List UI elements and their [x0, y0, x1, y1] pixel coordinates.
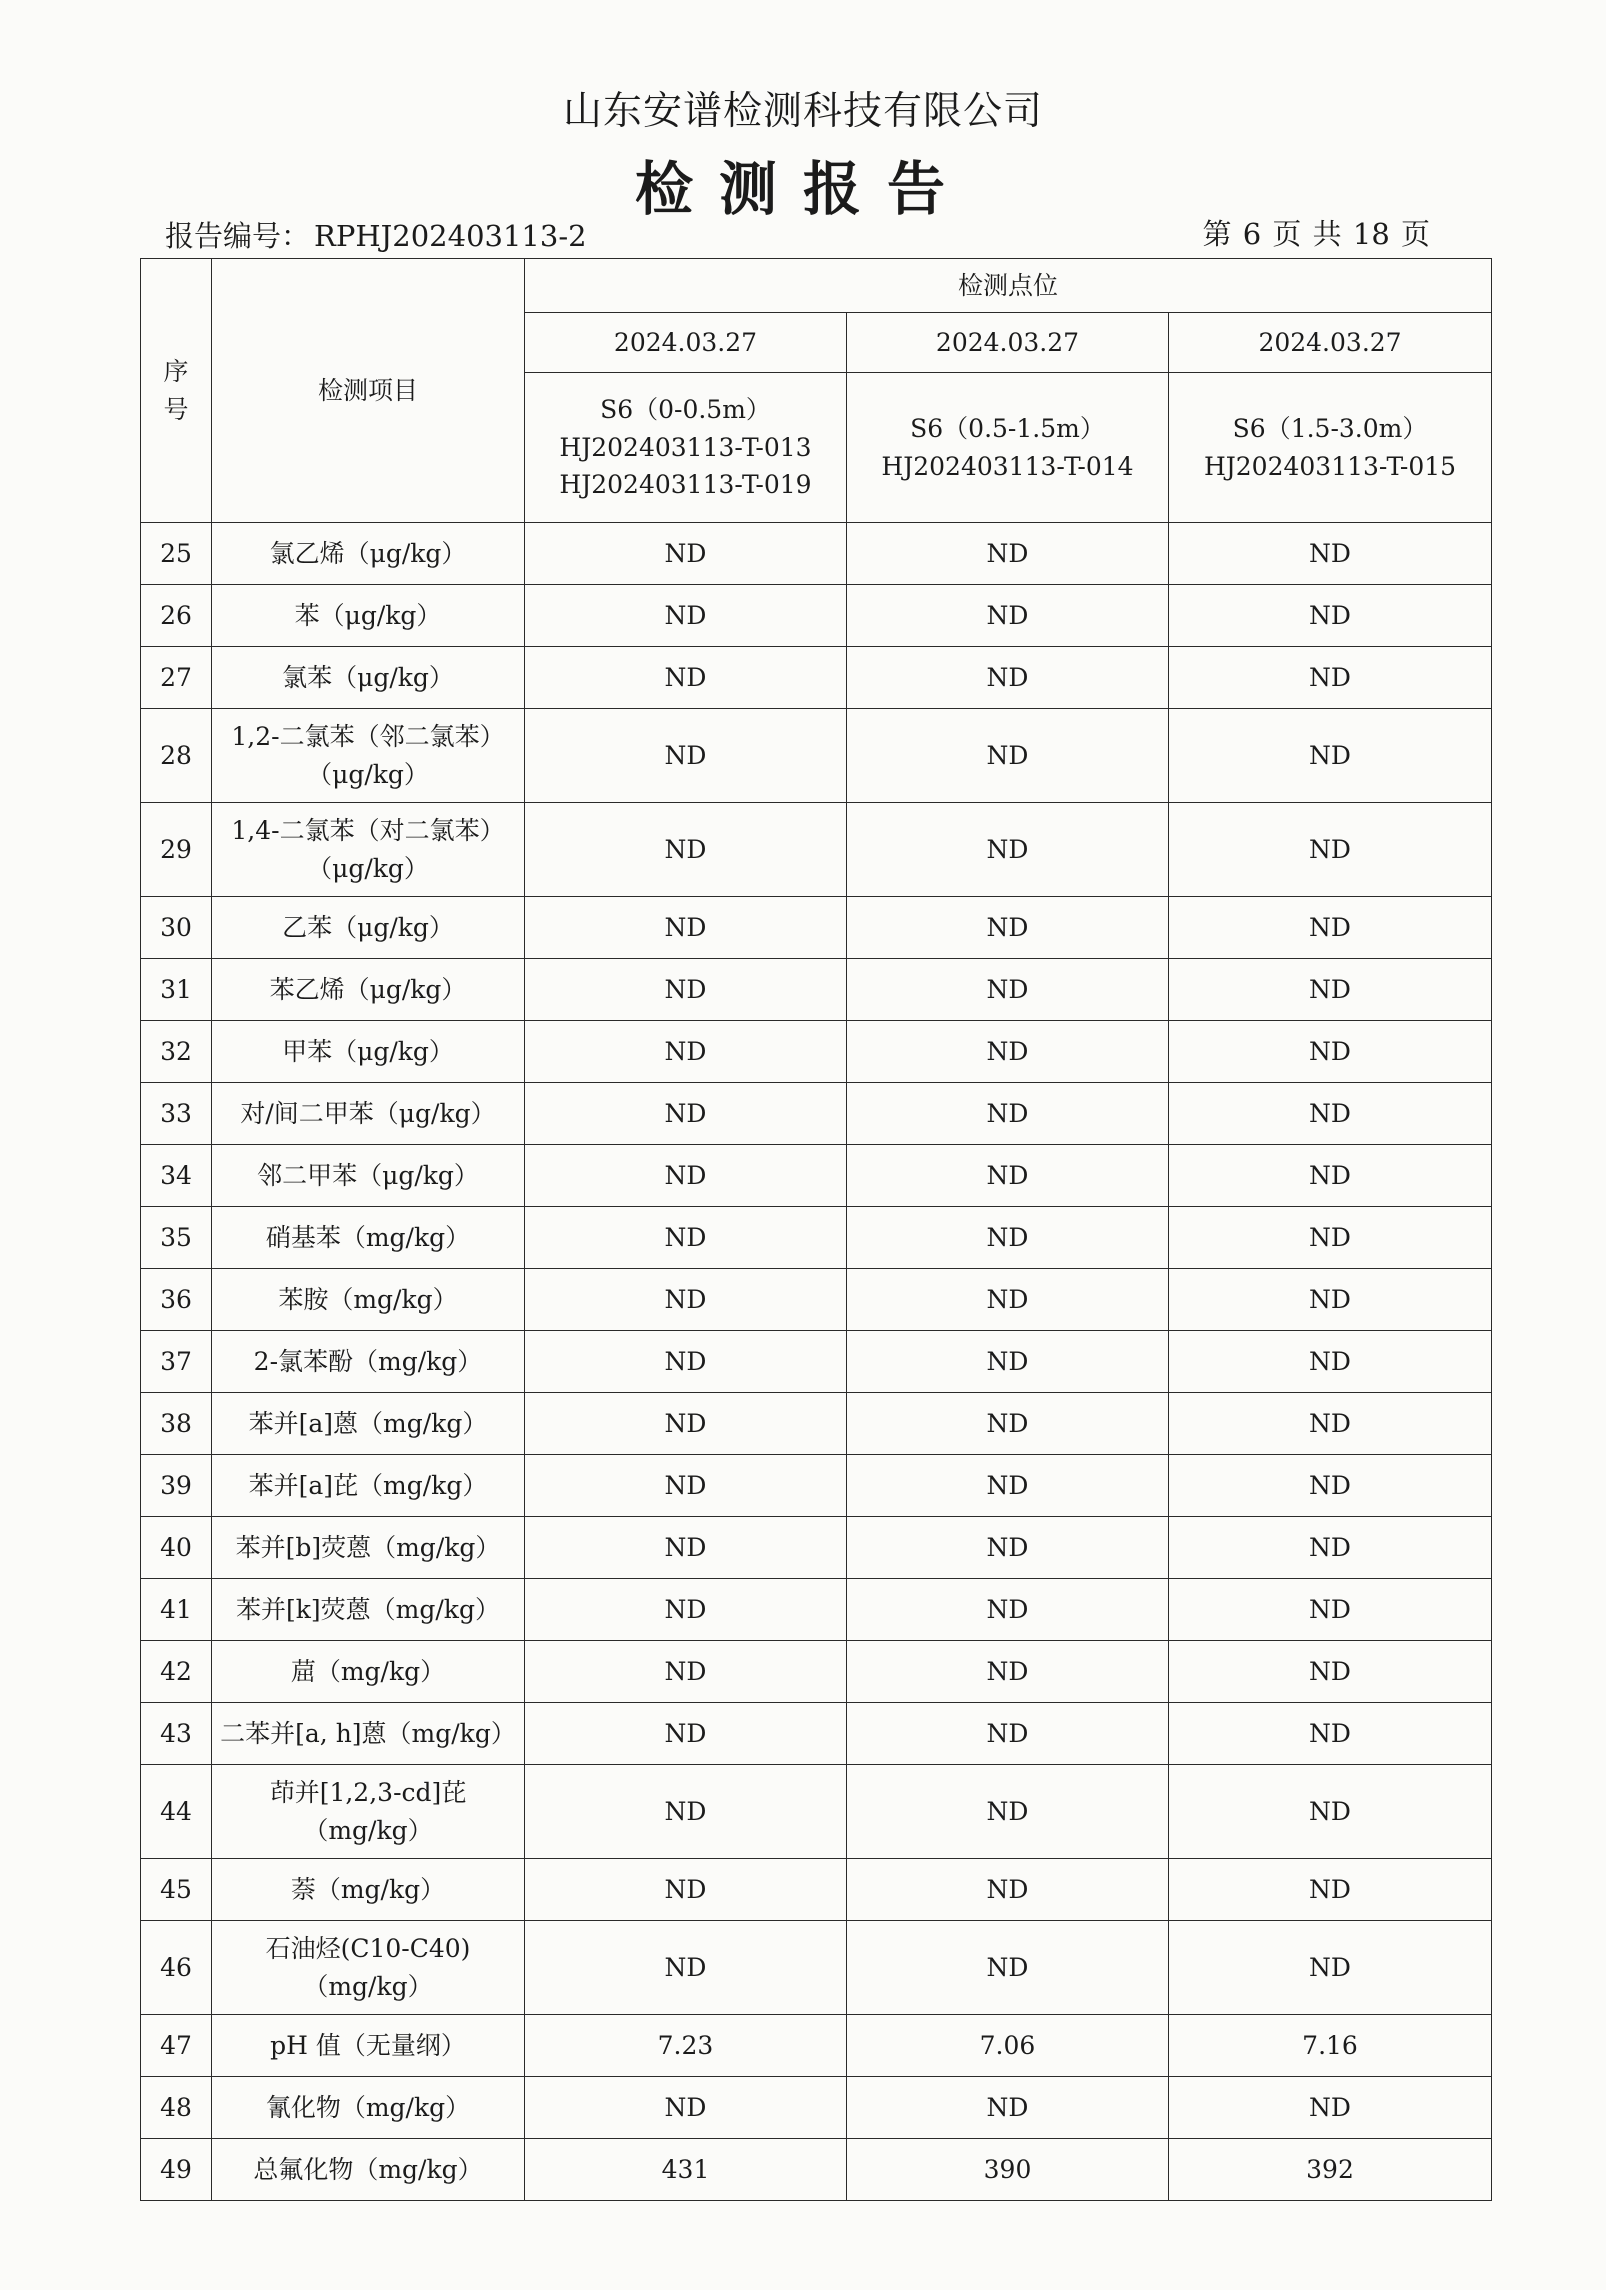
result-value: ND	[847, 523, 1169, 585]
row-number: 30	[141, 897, 212, 959]
test-item	[212, 1517, 525, 1579]
result-value: ND	[847, 1455, 1169, 1517]
report-title: 检测报告	[634, 155, 971, 223]
table-row	[141, 1859, 1492, 1921]
result-value: ND	[525, 647, 847, 709]
result-value: ND	[525, 1455, 847, 1517]
test-item-line: pH 值（无量纲）	[270, 2030, 466, 2060]
table-row	[141, 1921, 1492, 2015]
result-value: ND	[525, 959, 847, 1021]
result-value: ND	[1169, 2077, 1492, 2139]
result-value: ND	[1169, 1517, 1492, 1579]
result-value: ND	[847, 1393, 1169, 1455]
result-value: 7.23	[525, 2015, 847, 2077]
test-item	[212, 2015, 525, 2077]
result-value: ND	[525, 1393, 847, 1455]
test-item-line: 1,4-二氯苯（对二氯苯）	[231, 816, 505, 845]
result-value: ND	[847, 1703, 1169, 1765]
result-value: ND	[1169, 1393, 1492, 1455]
test-item-line: 对/间二甲苯（μg/kg）	[240, 1098, 496, 1128]
test-item-line: 苯（μg/kg）	[294, 600, 442, 630]
row-number: 25	[141, 523, 212, 585]
row-number: 46	[141, 1921, 212, 2015]
table-row	[141, 709, 1492, 803]
sample-code: HJ202403113-T-019	[559, 470, 812, 500]
result-value: ND	[1169, 1269, 1492, 1331]
test-item	[212, 1145, 525, 1207]
test-item-line: 乙苯（μg/kg）	[282, 912, 454, 942]
test-item	[212, 803, 525, 897]
row-number: 28	[141, 709, 212, 803]
test-item	[212, 959, 525, 1021]
table-row	[141, 1083, 1492, 1145]
sample-location: S6（0-0.5m）	[600, 395, 771, 425]
result-value: ND	[847, 1765, 1169, 1859]
test-item	[212, 1083, 525, 1145]
result-value: ND	[847, 803, 1169, 897]
sample-location: S6（0.5-1.5m）	[910, 414, 1105, 443]
test-item	[212, 709, 525, 803]
result-value: 7.06	[847, 2015, 1169, 2077]
test-item	[212, 1455, 525, 1517]
result-value: ND	[847, 1641, 1169, 1703]
result-value: ND	[525, 709, 847, 803]
test-item-line: 总氟化物（mg/kg）	[253, 2154, 483, 2184]
table-row	[141, 1269, 1492, 1331]
test-item-line: 甲苯（μg/kg）	[282, 1036, 454, 1066]
result-value: ND	[1169, 1921, 1492, 2015]
test-item	[212, 1921, 525, 2015]
result-value: ND	[847, 709, 1169, 803]
test-item-line: 石油烃(C10-C40)	[265, 1934, 471, 1963]
test-item	[212, 1393, 525, 1455]
result-value: ND	[847, 1517, 1169, 1579]
test-item-line: 氰化物（mg/kg）	[265, 2092, 471, 2122]
table-row	[141, 1765, 1492, 1859]
result-value: ND	[1169, 523, 1492, 585]
test-item-line: 苯并[k]荧蒽（mg/kg）	[236, 1594, 500, 1624]
test-item	[212, 523, 525, 585]
table-row	[141, 523, 1492, 585]
result-value: ND	[847, 647, 1169, 709]
result-value: ND	[525, 523, 847, 585]
row-number: 49	[141, 2139, 212, 2201]
table-row	[141, 2015, 1492, 2077]
test-item-line: 2-氯苯酚（mg/kg）	[253, 1346, 483, 1376]
result-value: 7.16	[1169, 2015, 1492, 2077]
result-value: ND	[525, 1083, 847, 1145]
row-number: 27	[141, 647, 212, 709]
sample-code: HJ202403113-T-013	[559, 432, 812, 462]
header-row-points	[141, 259, 1492, 313]
test-item-line: 苯并[b]荧蒽（mg/kg）	[235, 1532, 501, 1562]
result-value: ND	[1169, 709, 1492, 803]
test-item	[212, 1765, 525, 1859]
sample-info	[1169, 373, 1492, 523]
test-item-line: 苯乙烯（μg/kg）	[269, 974, 467, 1004]
result-value: 390	[847, 2139, 1169, 2201]
table-row	[141, 1331, 1492, 1393]
row-number: 32	[141, 1021, 212, 1083]
result-value: ND	[1169, 959, 1492, 1021]
result-value: ND	[1169, 1703, 1492, 1765]
result-value: ND	[525, 1859, 847, 1921]
result-value: ND	[525, 1269, 847, 1331]
row-number: 31	[141, 959, 212, 1021]
row-number: 41	[141, 1579, 212, 1641]
test-item-line: 苯并[a]蒽（mg/kg）	[248, 1408, 488, 1438]
result-value: ND	[525, 1331, 847, 1393]
test-item-line: 硝基苯（mg/kg）	[265, 1222, 471, 1252]
test-item-line: 苯胺（mg/kg）	[278, 1284, 458, 1314]
header-seq-label: 序 号	[163, 357, 189, 424]
table-row	[141, 1703, 1492, 1765]
test-item-line: 氯苯（μg/kg）	[282, 662, 454, 692]
header-item: 检测项目	[212, 259, 525, 523]
table-row	[141, 585, 1492, 647]
row-number: 33	[141, 1083, 212, 1145]
table-row	[141, 647, 1492, 709]
sample-date: 2024.03.27	[1169, 313, 1492, 373]
test-item	[212, 1579, 525, 1641]
result-value: ND	[525, 897, 847, 959]
result-value: ND	[525, 1641, 847, 1703]
test-item	[212, 1021, 525, 1083]
result-value: ND	[1169, 1207, 1492, 1269]
result-value: ND	[847, 1331, 1169, 1393]
test-item-line: （μg/kg）	[307, 759, 429, 789]
table-row	[141, 959, 1492, 1021]
result-value: ND	[1169, 897, 1492, 959]
sample-location: S6（1.5-3.0m）	[1232, 414, 1428, 443]
result-value: ND	[847, 1207, 1169, 1269]
table-row	[141, 1021, 1492, 1083]
row-number: 47	[141, 2015, 212, 2077]
result-value: ND	[525, 1021, 847, 1083]
sample-date: 2024.03.27	[847, 313, 1169, 373]
test-item-line: （mg/kg）	[303, 1971, 433, 2001]
results-table	[140, 258, 1492, 2201]
table-row	[141, 897, 1492, 959]
result-value: ND	[1169, 1579, 1492, 1641]
test-item-line: 䓛（mg/kg）	[290, 1656, 446, 1686]
test-item	[212, 1641, 525, 1703]
test-item	[212, 647, 525, 709]
page-info: 第 6 页 共 18 页	[1202, 217, 1430, 251]
result-value: ND	[1169, 1641, 1492, 1703]
test-item	[212, 1269, 525, 1331]
test-item-line: 氯乙烯（μg/kg）	[269, 538, 467, 568]
result-value: ND	[1169, 585, 1492, 647]
test-item	[212, 1331, 525, 1393]
result-value: ND	[847, 1021, 1169, 1083]
result-value: ND	[525, 2077, 847, 2139]
result-value: ND	[525, 585, 847, 647]
report-number-label: 报告编号：	[165, 219, 311, 253]
sample-date: 2024.03.27	[525, 313, 847, 373]
result-value: ND	[1169, 1765, 1492, 1859]
test-item-line: 二苯并[a, h]蒽（mg/kg）	[220, 1718, 516, 1748]
result-value: ND	[847, 1269, 1169, 1331]
row-number: 26	[141, 585, 212, 647]
test-item	[212, 897, 525, 959]
row-number: 42	[141, 1641, 212, 1703]
header-points: 检测点位	[525, 259, 1492, 313]
result-value: ND	[525, 1517, 847, 1579]
row-number: 35	[141, 1207, 212, 1269]
report-number-value: RPHJ202403113-2	[314, 219, 587, 253]
result-value: ND	[1169, 1021, 1492, 1083]
report-number	[165, 214, 591, 255]
sample-info	[525, 373, 847, 523]
table-row	[141, 1393, 1492, 1455]
test-item-line: （μg/kg）	[307, 853, 429, 883]
table-row	[141, 1517, 1492, 1579]
result-value: ND	[847, 1083, 1169, 1145]
test-item	[212, 585, 525, 647]
result-value: ND	[1169, 803, 1492, 897]
result-value: ND	[847, 1145, 1169, 1207]
test-item	[212, 1859, 525, 1921]
table-row	[141, 2077, 1492, 2139]
test-item-line: （mg/kg）	[303, 1815, 433, 1845]
row-number: 39	[141, 1455, 212, 1517]
test-item-line: 邻二甲苯（μg/kg）	[257, 1160, 479, 1190]
result-value: ND	[847, 585, 1169, 647]
result-value: 431	[525, 2139, 847, 2201]
result-value: ND	[847, 897, 1169, 959]
result-value: ND	[525, 1765, 847, 1859]
test-item	[212, 2139, 525, 2201]
result-value: ND	[847, 1921, 1169, 2015]
result-value: ND	[1169, 1331, 1492, 1393]
row-number: 37	[141, 1331, 212, 1393]
table-row	[141, 1207, 1492, 1269]
result-value: ND	[525, 1207, 847, 1269]
result-value: ND	[847, 1859, 1169, 1921]
row-number: 40	[141, 1517, 212, 1579]
result-value: ND	[525, 1579, 847, 1641]
test-item	[212, 1207, 525, 1269]
test-item-line: 萘（mg/kg）	[290, 1874, 446, 1904]
row-number: 43	[141, 1703, 212, 1765]
row-number: 45	[141, 1859, 212, 1921]
header-seq	[141, 259, 212, 523]
row-number: 44	[141, 1765, 212, 1859]
sample-code: HJ202403113-T-014	[881, 451, 1134, 481]
result-value: ND	[847, 1579, 1169, 1641]
table-row	[141, 2139, 1492, 2201]
result-value: ND	[1169, 1455, 1492, 1517]
test-item-line: 茚并[1,2,3-cd]芘	[269, 1778, 467, 1807]
result-value: ND	[1169, 1083, 1492, 1145]
table-row	[141, 803, 1492, 897]
result-value: ND	[847, 959, 1169, 1021]
company-name: 山东安谱检测科技有限公司	[562, 89, 1043, 134]
result-value: ND	[1169, 647, 1492, 709]
test-item-line: 1,2-二氯苯（邻二氯苯）	[231, 722, 505, 751]
test-item-line: 苯并[a]芘（mg/kg）	[248, 1470, 488, 1500]
result-value: ND	[847, 2077, 1169, 2139]
row-number: 29	[141, 803, 212, 897]
result-value: ND	[1169, 1145, 1492, 1207]
result-value: ND	[1169, 1859, 1492, 1921]
row-number: 48	[141, 2077, 212, 2139]
result-value: ND	[525, 803, 847, 897]
sample-info	[847, 373, 1169, 523]
result-value: ND	[525, 1703, 847, 1765]
test-item	[212, 1703, 525, 1765]
row-number: 34	[141, 1145, 212, 1207]
row-number: 38	[141, 1393, 212, 1455]
result-value: 392	[1169, 2139, 1492, 2201]
test-item	[212, 2077, 525, 2139]
table-row	[141, 1145, 1492, 1207]
result-value: ND	[525, 1145, 847, 1207]
table-row	[141, 1455, 1492, 1517]
sample-code: HJ202403113-T-015	[1203, 451, 1457, 481]
result-value: ND	[525, 1921, 847, 2015]
row-number: 36	[141, 1269, 212, 1331]
table-row	[141, 1641, 1492, 1703]
table-row	[141, 1579, 1492, 1641]
